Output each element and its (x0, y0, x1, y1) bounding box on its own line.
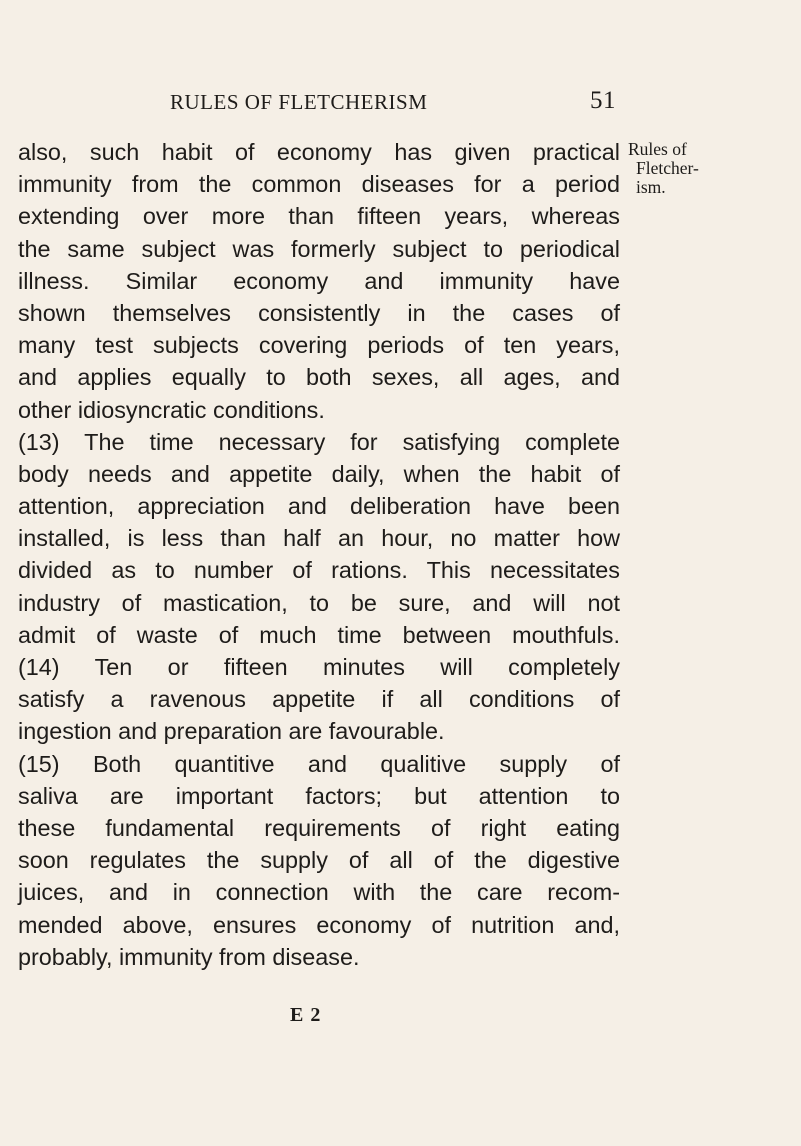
margin-note (628, 140, 798, 197)
text-line: (14) Ten or fifteen minutes will completely (18, 654, 620, 680)
text-line: also, such habit of economy has given practical (18, 139, 620, 165)
text-line: soon regulates the supply of all of the digestive (18, 847, 620, 874)
text-line: body needs and appetite daily, when the habit of (18, 460, 620, 487)
body-text (18, 136, 620, 973)
text-line: divided as to number of rations. This necessitates (18, 557, 620, 584)
running-head-title: RULES OF FLETCHERISM (170, 90, 428, 114)
margin-note-line: ism. (636, 177, 666, 197)
page-number: 51 (590, 87, 616, 114)
text-line: these fundamental requirements of right eating (18, 814, 620, 841)
text-line: attention, appreciation and deliberation have been (18, 493, 620, 520)
text-line: industry of mastication, to be sure, and will not (18, 589, 620, 616)
text-line: admit of waste of much time between mouthfuls. (18, 621, 620, 648)
text-line: satisfy a ravenous appetite if all conditions of (18, 686, 620, 713)
text-line: illness. Similar economy and immunity have (18, 267, 620, 294)
text-line: (13) The time necessary for satisfying complete (18, 428, 620, 455)
text-line: immunity from the common diseases for a period (18, 171, 620, 198)
signature-mark: E 2 (290, 1004, 322, 1026)
text-line: shown themselves consistently in the cases of (18, 299, 620, 326)
text-line: ingestion and preparation are favourable. (18, 718, 445, 745)
text-line: juices, and in connection with the care recom- (18, 879, 620, 906)
text-line: many test subjects covering periods of ten years, (18, 332, 620, 359)
margin-note-line: Fletcher- (636, 158, 699, 178)
text-line: the same subject was formerly subject to periodical (18, 235, 620, 262)
text-line: mended above, ensures economy of nutrition and, (18, 911, 620, 938)
margin-note-line: Rules of (628, 139, 687, 159)
text-line: probably, immunity from disease. (18, 943, 360, 970)
text-line: installed, is less than half an hour, no matter how (18, 525, 620, 552)
text-line: other idiosyncratic conditions. (18, 396, 325, 423)
text-line: saliva are important factors; but attention to (18, 782, 620, 809)
text-line: extending over more than fifteen years, whereas (18, 203, 620, 230)
text-line: and applies equally to both sexes, all ages, and (18, 364, 620, 391)
text-line: (15) Both quantitive and qualitive supply of (18, 750, 620, 777)
